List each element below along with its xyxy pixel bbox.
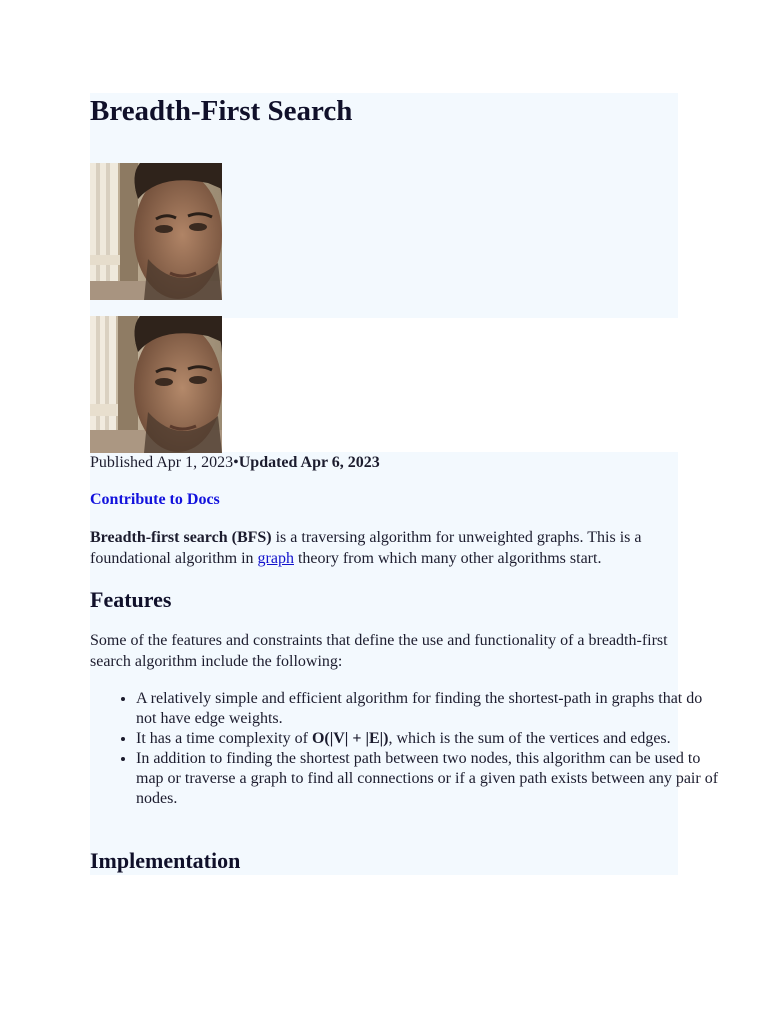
features-intro: Some of the features and constraints that define the use and functionality of a breadth-first search algorithm include the following: (90, 632, 668, 670)
complexity-prefix: It has a time complexity of (136, 730, 312, 747)
features-list (90, 689, 726, 809)
author-photo (90, 316, 222, 453)
updated-date: Updated Apr 6, 2023 (238, 454, 380, 471)
list-item: • In addition to finding the shortest path between two nodes, this algorithm can be used to map or traverse a graph to find all connections or if a given path exists between any pair of nodes. (136, 749, 726, 809)
bfs-term: Breadth-first search (BFS) (90, 529, 272, 546)
publish-info (90, 453, 380, 473)
author-photo (90, 163, 222, 300)
contribute-link[interactable]: Contribute to Docs (90, 491, 220, 508)
intro-text-1: is a traversing algorithm for unweighted graphs. This is a foundational algorithm in (90, 529, 642, 567)
list-item: • A relatively simple and efficient algorithm for finding the shortest-path in graphs that do not have edge weights. (136, 689, 726, 729)
list-item (136, 729, 726, 749)
intro-paragraph (90, 527, 680, 569)
features-heading: Features (90, 587, 172, 612)
date-separator: • (233, 454, 239, 471)
graph-link[interactable]: graph (257, 550, 294, 567)
intro-text-2: theory from which many other algorithms start. (293, 550, 602, 567)
published-date: Published Apr 1, 2023 (90, 454, 234, 471)
page-title: Breadth-First Search (90, 95, 353, 127)
implementation-heading: Implementation (90, 848, 241, 873)
complexity-formula: O(|V| + |E|) (311, 730, 389, 747)
complexity-suffix: , which is the sum of the vertices and edges. (388, 730, 671, 747)
